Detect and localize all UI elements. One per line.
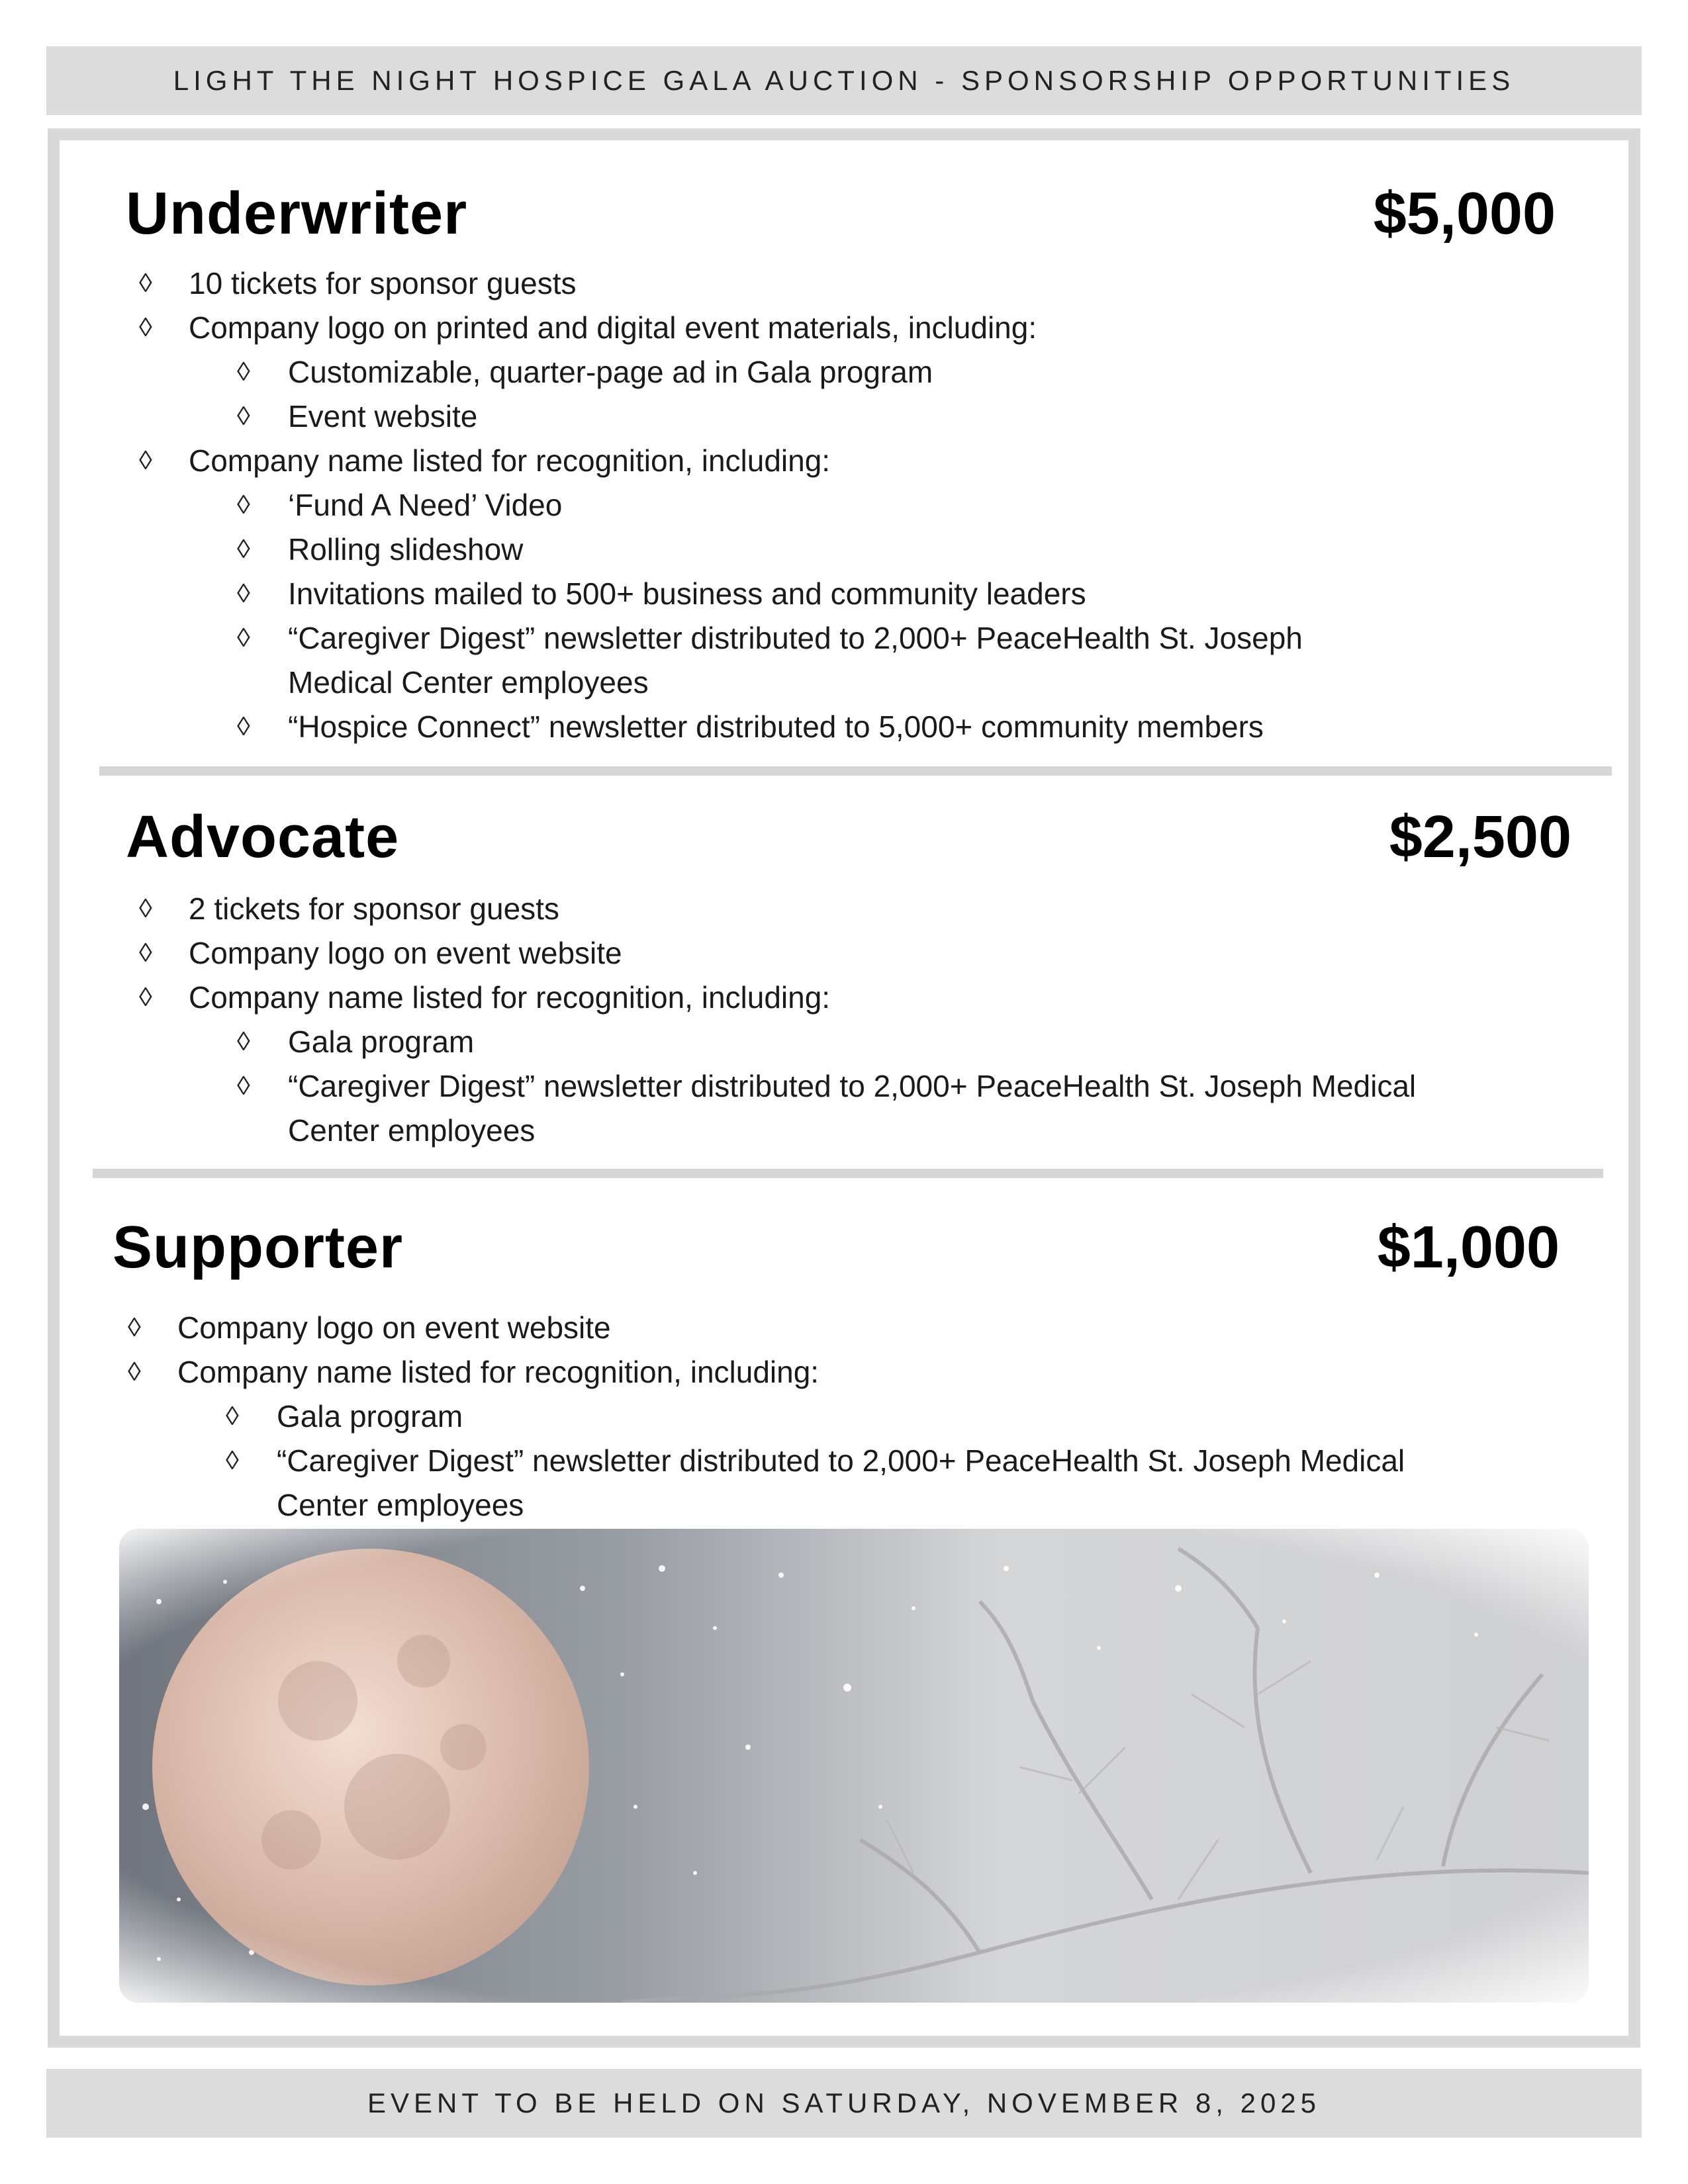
benefit-text: Company logo on event website — [177, 1310, 611, 1345]
benefit-text: Event website — [288, 399, 478, 433]
footer-banner — [46, 2069, 1642, 2138]
benefit-item-continuation — [0, 660, 1303, 705]
underwriter-price: $5,000 — [1373, 181, 1556, 247]
benefit-text: Center employees — [277, 1488, 524, 1522]
benefit-item — [0, 887, 1416, 931]
benefit-text: Rolling slideshow — [288, 532, 524, 567]
section-divider — [93, 1169, 1603, 1178]
benefit-item — [0, 439, 1303, 483]
diamond-bullet-icon: ◊ — [128, 1357, 141, 1387]
diamond-bullet-icon: ◊ — [237, 1027, 250, 1056]
benefit-item — [0, 1306, 1405, 1350]
benefit-item-continuation — [0, 1109, 1416, 1153]
benefit-text: Company logo on printed and digital event materials, including: — [189, 310, 1037, 345]
diamond-bullet-icon: ◊ — [139, 938, 152, 968]
benefit-text: Invitations mailed to 500+ business and community leaders — [288, 576, 1086, 611]
diamond-bullet-icon: ◊ — [128, 1313, 141, 1342]
benefit-item — [0, 527, 1303, 572]
underwriter-benefits-list — [0, 261, 1303, 749]
diamond-bullet-icon: ◊ — [237, 402, 250, 431]
benefit-text: 2 tickets for sponsor guests — [189, 891, 559, 926]
benefit-text: Customizable, quarter-page ad in Gala program — [288, 355, 933, 389]
benefit-item — [0, 616, 1303, 660]
diamond-bullet-icon: ◊ — [139, 313, 152, 342]
diamond-bullet-icon: ◊ — [139, 983, 152, 1012]
diamond-bullet-icon: ◊ — [139, 269, 152, 298]
moon-night-illustration — [119, 1529, 1589, 2003]
benefit-text: “Caregiver Digest” newsletter distributed to 2,000+ PeaceHealth St. Joseph Medical — [288, 1069, 1417, 1103]
diamond-bullet-icon: ◊ — [226, 1446, 239, 1475]
diamond-bullet-icon: ◊ — [226, 1402, 239, 1431]
supporter-price: $1,000 — [1377, 1214, 1560, 1281]
benefit-text: Company name listed for recognition, including: — [189, 980, 831, 1015]
header-title: LIGHT THE NIGHT HOSPICE GALA AUCTION - SPONSORSHIP OPPORTUNITIES — [173, 65, 1515, 96]
benefit-item — [0, 261, 1303, 306]
advocate-price: $2,500 — [1389, 804, 1571, 870]
diamond-bullet-icon: ◊ — [139, 894, 152, 923]
benefit-item — [0, 306, 1303, 350]
diamond-bullet-icon: ◊ — [237, 579, 250, 608]
benefit-item — [0, 1064, 1416, 1109]
section-divider — [99, 766, 1612, 776]
diamond-bullet-icon: ◊ — [237, 623, 250, 653]
benefit-item — [0, 931, 1416, 976]
benefit-item — [0, 976, 1416, 1020]
benefit-text: Company name listed for recognition, including: — [177, 1355, 820, 1389]
diamond-bullet-icon: ◊ — [237, 1071, 250, 1101]
benefit-text: Gala program — [277, 1399, 463, 1433]
benefit-item — [0, 350, 1303, 394]
benefit-item — [0, 483, 1303, 527]
header-banner — [46, 46, 1642, 115]
supporter-title: Supporter — [113, 1214, 404, 1281]
diamond-bullet-icon: ◊ — [237, 490, 250, 520]
benefit-item — [0, 1020, 1416, 1064]
benefit-text: Medical Center employees — [288, 665, 649, 700]
benefit-item — [0, 1439, 1405, 1483]
benefit-item — [0, 572, 1303, 616]
diamond-bullet-icon: ◊ — [237, 357, 250, 387]
advocate-benefits-list — [0, 887, 1416, 1153]
benefit-text: Center employees — [288, 1113, 536, 1148]
benefit-text: “Hospice Connect” newsletter distributed to 5,000+ community members — [288, 709, 1264, 744]
diamond-bullet-icon: ◊ — [139, 446, 152, 475]
benefit-text: 10 tickets for sponsor guests — [189, 266, 577, 300]
diamond-bullet-icon: ◊ — [237, 712, 250, 741]
benefit-item — [0, 1350, 1405, 1394]
benefit-item-continuation — [0, 1483, 1405, 1527]
benefit-item — [0, 1394, 1405, 1439]
benefit-item — [0, 705, 1303, 749]
supporter-benefits-list — [0, 1306, 1405, 1527]
event-date-text: EVENT TO BE HELD ON SATURDAY, NOVEMBER 8, 2025 — [367, 2087, 1321, 2118]
benefit-text: Company logo on event website — [189, 936, 622, 970]
benefit-text: ‘Fund A Need’ Video — [288, 488, 563, 522]
benefit-text: “Caregiver Digest” newsletter distributed to 2,000+ PeaceHealth St. Joseph Medical — [277, 1443, 1405, 1478]
diamond-bullet-icon: ◊ — [237, 535, 250, 564]
underwriter-title: Underwriter — [126, 181, 468, 247]
benefit-text: Company name listed for recognition, including: — [189, 443, 831, 478]
advocate-title: Advocate — [126, 804, 400, 870]
benefit-item — [0, 394, 1303, 439]
benefit-text: Gala program — [288, 1024, 475, 1059]
benefit-text: “Caregiver Digest” newsletter distributed to 2,000+ PeaceHealth St. Joseph — [288, 621, 1303, 655]
